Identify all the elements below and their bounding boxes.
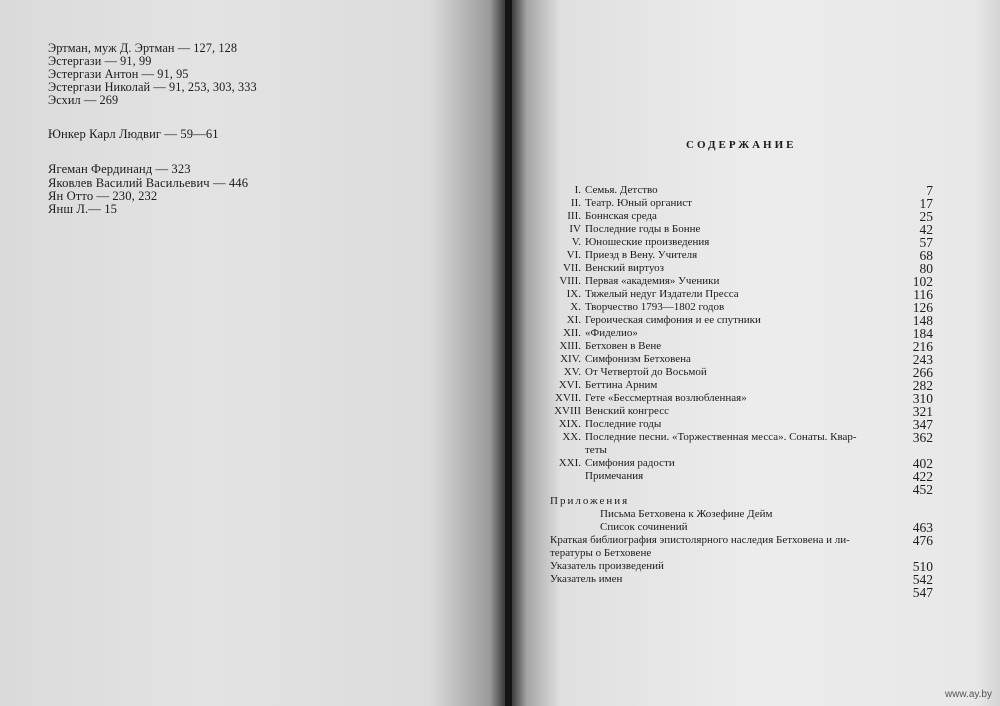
toc-row bbox=[538, 547, 933, 560]
toc-page-number: 7 bbox=[926, 183, 933, 198]
book-gutter bbox=[505, 0, 512, 706]
toc-row bbox=[538, 223, 933, 236]
toc-row bbox=[538, 573, 933, 586]
toc-page-number: 42 bbox=[919, 222, 933, 237]
toc-title: СОДЕРЖАНИЕ bbox=[686, 139, 797, 151]
toc-chapter-number: XV. bbox=[563, 366, 581, 378]
toc-page-number: 216 bbox=[912, 339, 933, 354]
toc-chapter-title: От Четвертой до Восьмой bbox=[585, 366, 707, 378]
toc-chapter-title: Указатель имен bbox=[550, 573, 623, 585]
toc-page-number: 422 bbox=[912, 469, 933, 484]
index-entry: Эсхил — 269 bbox=[48, 93, 119, 107]
toc-page-number: 243 bbox=[912, 352, 933, 367]
toc-chapter-title: Последние годы в Бонне bbox=[585, 223, 701, 235]
toc-row bbox=[538, 405, 933, 418]
toc-chapter-number: XIV. bbox=[560, 353, 581, 365]
toc-chapter-title: Героическая симфония и ее спутники bbox=[585, 314, 761, 326]
toc-chapter-title: Список сочинений bbox=[600, 521, 688, 533]
toc-chapter-number: II. bbox=[570, 197, 581, 209]
toc-chapter-title: теты bbox=[585, 444, 607, 456]
toc-chapter-title: Творчество 1793—1802 годов bbox=[585, 301, 725, 313]
toc-chapter-title: Беттина Арним bbox=[585, 379, 658, 391]
toc-chapter-number: XII. bbox=[562, 327, 581, 339]
toc-chapter-title: Венский виртуоз bbox=[585, 262, 665, 274]
toc-chapter-title: Симфония радости bbox=[585, 457, 675, 469]
watermark: www.ay.by bbox=[944, 689, 992, 700]
toc-chapter-title: Гете «Бессмертная возлюбленная» bbox=[585, 392, 747, 404]
toc-chapter-number: VII. bbox=[562, 262, 581, 274]
toc-chapter-number: XIX. bbox=[558, 418, 581, 430]
toc-row bbox=[538, 184, 933, 197]
toc-chapter-title: Примечания bbox=[585, 470, 644, 482]
toc-chapter-number: XVII. bbox=[555, 392, 581, 404]
toc-row bbox=[538, 418, 933, 431]
toc-page-number: 402 bbox=[912, 456, 933, 471]
toc-chapter-title: Приезд в Вену. Учителя bbox=[585, 249, 698, 261]
toc-page-number: 542 bbox=[912, 572, 933, 587]
toc-chapter-number: III. bbox=[567, 210, 581, 222]
toc-page-number: 25 bbox=[919, 209, 933, 224]
toc-chapter-title: Приложения bbox=[550, 495, 630, 507]
toc-row bbox=[538, 210, 933, 223]
toc-page-number: 362 bbox=[912, 430, 933, 445]
toc-chapter-number: V. bbox=[571, 236, 581, 248]
toc-row bbox=[538, 288, 933, 301]
toc-row bbox=[538, 457, 933, 470]
toc-row bbox=[538, 262, 933, 275]
toc-page-number: 266 bbox=[912, 365, 933, 380]
toc-chapter-title: тературы о Бетховене bbox=[550, 547, 652, 559]
toc-row bbox=[538, 431, 933, 444]
toc-page-number: 452 bbox=[912, 482, 933, 497]
toc-chapter-title: Семья. Детство bbox=[585, 184, 658, 196]
toc-chapter-number: XI. bbox=[566, 314, 581, 326]
toc-row bbox=[538, 353, 933, 366]
toc-page-number: 347 bbox=[912, 417, 933, 432]
toc-chapter-title: Театр. Юный органист bbox=[585, 197, 692, 209]
toc-chapter-title: Юношеские произведения bbox=[585, 236, 710, 248]
toc-row bbox=[538, 340, 933, 353]
toc-chapter-number: VIII. bbox=[559, 275, 581, 287]
index-entry: Ягеман Фердинанд — 323 bbox=[48, 162, 191, 176]
toc-page-number: 321 bbox=[912, 404, 933, 419]
toc-row bbox=[538, 275, 933, 288]
toc-chapter-title: Симфонизм Бетховена bbox=[585, 353, 691, 365]
toc-chapter-title: Последние песни. «Торжественная месса». Сонаты. Квар- bbox=[585, 431, 857, 443]
toc-chapter-title: «Фиделио» bbox=[585, 327, 638, 339]
toc-page-number: 126 bbox=[912, 300, 933, 315]
toc-page-number: 476 bbox=[912, 533, 933, 548]
toc-chapter-title: Боннская среда bbox=[585, 210, 657, 222]
index-entry: Яковлев Василий Васильевич — 446 bbox=[48, 176, 249, 190]
toc-row bbox=[538, 327, 933, 340]
toc-chapter-title: Указатель произведений bbox=[550, 560, 664, 572]
toc-row bbox=[538, 508, 933, 521]
toc-row bbox=[538, 236, 933, 249]
toc-row bbox=[538, 301, 933, 314]
toc-row bbox=[538, 560, 933, 573]
toc-row bbox=[538, 379, 933, 392]
toc-page-number: 310 bbox=[912, 391, 933, 406]
toc-row bbox=[538, 521, 933, 534]
toc-page-number: 463 bbox=[912, 520, 933, 535]
index-entry: Юнкер Карл Людвиг — 59—61 bbox=[48, 127, 219, 141]
toc-chapter-title: Венский конгресс bbox=[585, 405, 669, 417]
toc-page-number: 68 bbox=[919, 248, 933, 263]
toc-row bbox=[538, 392, 933, 405]
index-entry: Эстергази Антон — 91, 95 bbox=[48, 67, 189, 81]
toc-page-number: 17 bbox=[919, 196, 933, 211]
toc-chapter-number: XVI. bbox=[558, 379, 581, 391]
toc-chapter-number: XIII. bbox=[559, 340, 581, 352]
toc-row bbox=[538, 534, 933, 547]
toc-chapter-title: Тяжелый недуг Издатели Пресса bbox=[585, 288, 739, 300]
toc-page-number: 116 bbox=[913, 287, 933, 302]
toc-chapter-title: Краткая библиография эпистолярного наследия Бетховена и ли- bbox=[550, 534, 850, 546]
toc-chapter-number: VI. bbox=[566, 249, 581, 261]
toc-chapter-title: Последние годы bbox=[585, 418, 662, 430]
toc-chapter-number: IX. bbox=[566, 288, 581, 300]
toc-chapter-number: IV bbox=[569, 223, 581, 235]
toc-chapter-title: Бетховен в Вене bbox=[585, 340, 662, 352]
toc-page-number: 547 bbox=[912, 585, 933, 600]
toc-page-number: 102 bbox=[912, 274, 933, 289]
toc-page-number: 510 bbox=[912, 559, 933, 574]
toc-row bbox=[538, 249, 933, 262]
index-entry: Янш Л.— 15 bbox=[48, 202, 118, 216]
index-entry: Эртман, муж Д. Эртман — 127, 128 bbox=[48, 41, 238, 55]
toc-chapter-number: XXI. bbox=[558, 457, 581, 469]
toc-chapter-number: I. bbox=[574, 184, 581, 196]
toc-row bbox=[538, 470, 933, 483]
toc-chapter-number: XVIII bbox=[554, 405, 581, 417]
toc-page-number: 80 bbox=[919, 261, 933, 276]
toc-row bbox=[538, 586, 933, 599]
toc-row bbox=[538, 314, 933, 327]
toc-chapter-number: X. bbox=[570, 301, 581, 313]
toc-chapter-number: XX. bbox=[562, 431, 581, 443]
toc-chapter-title: Первая «академия» Ученики bbox=[585, 275, 720, 287]
toc-chapter-title: Письма Бетховена к Жозефине Дейм bbox=[600, 508, 773, 520]
toc-row bbox=[538, 495, 933, 508]
toc-page-number: 57 bbox=[919, 235, 933, 250]
toc-page-number: 282 bbox=[912, 378, 933, 393]
toc-page-number: 184 bbox=[912, 326, 933, 341]
toc-row bbox=[538, 197, 933, 210]
index-entry: Эстергази Николай — 91, 253, 303, 333 bbox=[48, 80, 257, 94]
index-entry: Ян Отто — 230, 232 bbox=[48, 189, 158, 203]
toc-page-number: 148 bbox=[912, 313, 933, 328]
toc-row bbox=[538, 444, 933, 457]
index-entry: Эстергази — 91, 99 bbox=[48, 54, 152, 68]
toc-row bbox=[538, 366, 933, 379]
